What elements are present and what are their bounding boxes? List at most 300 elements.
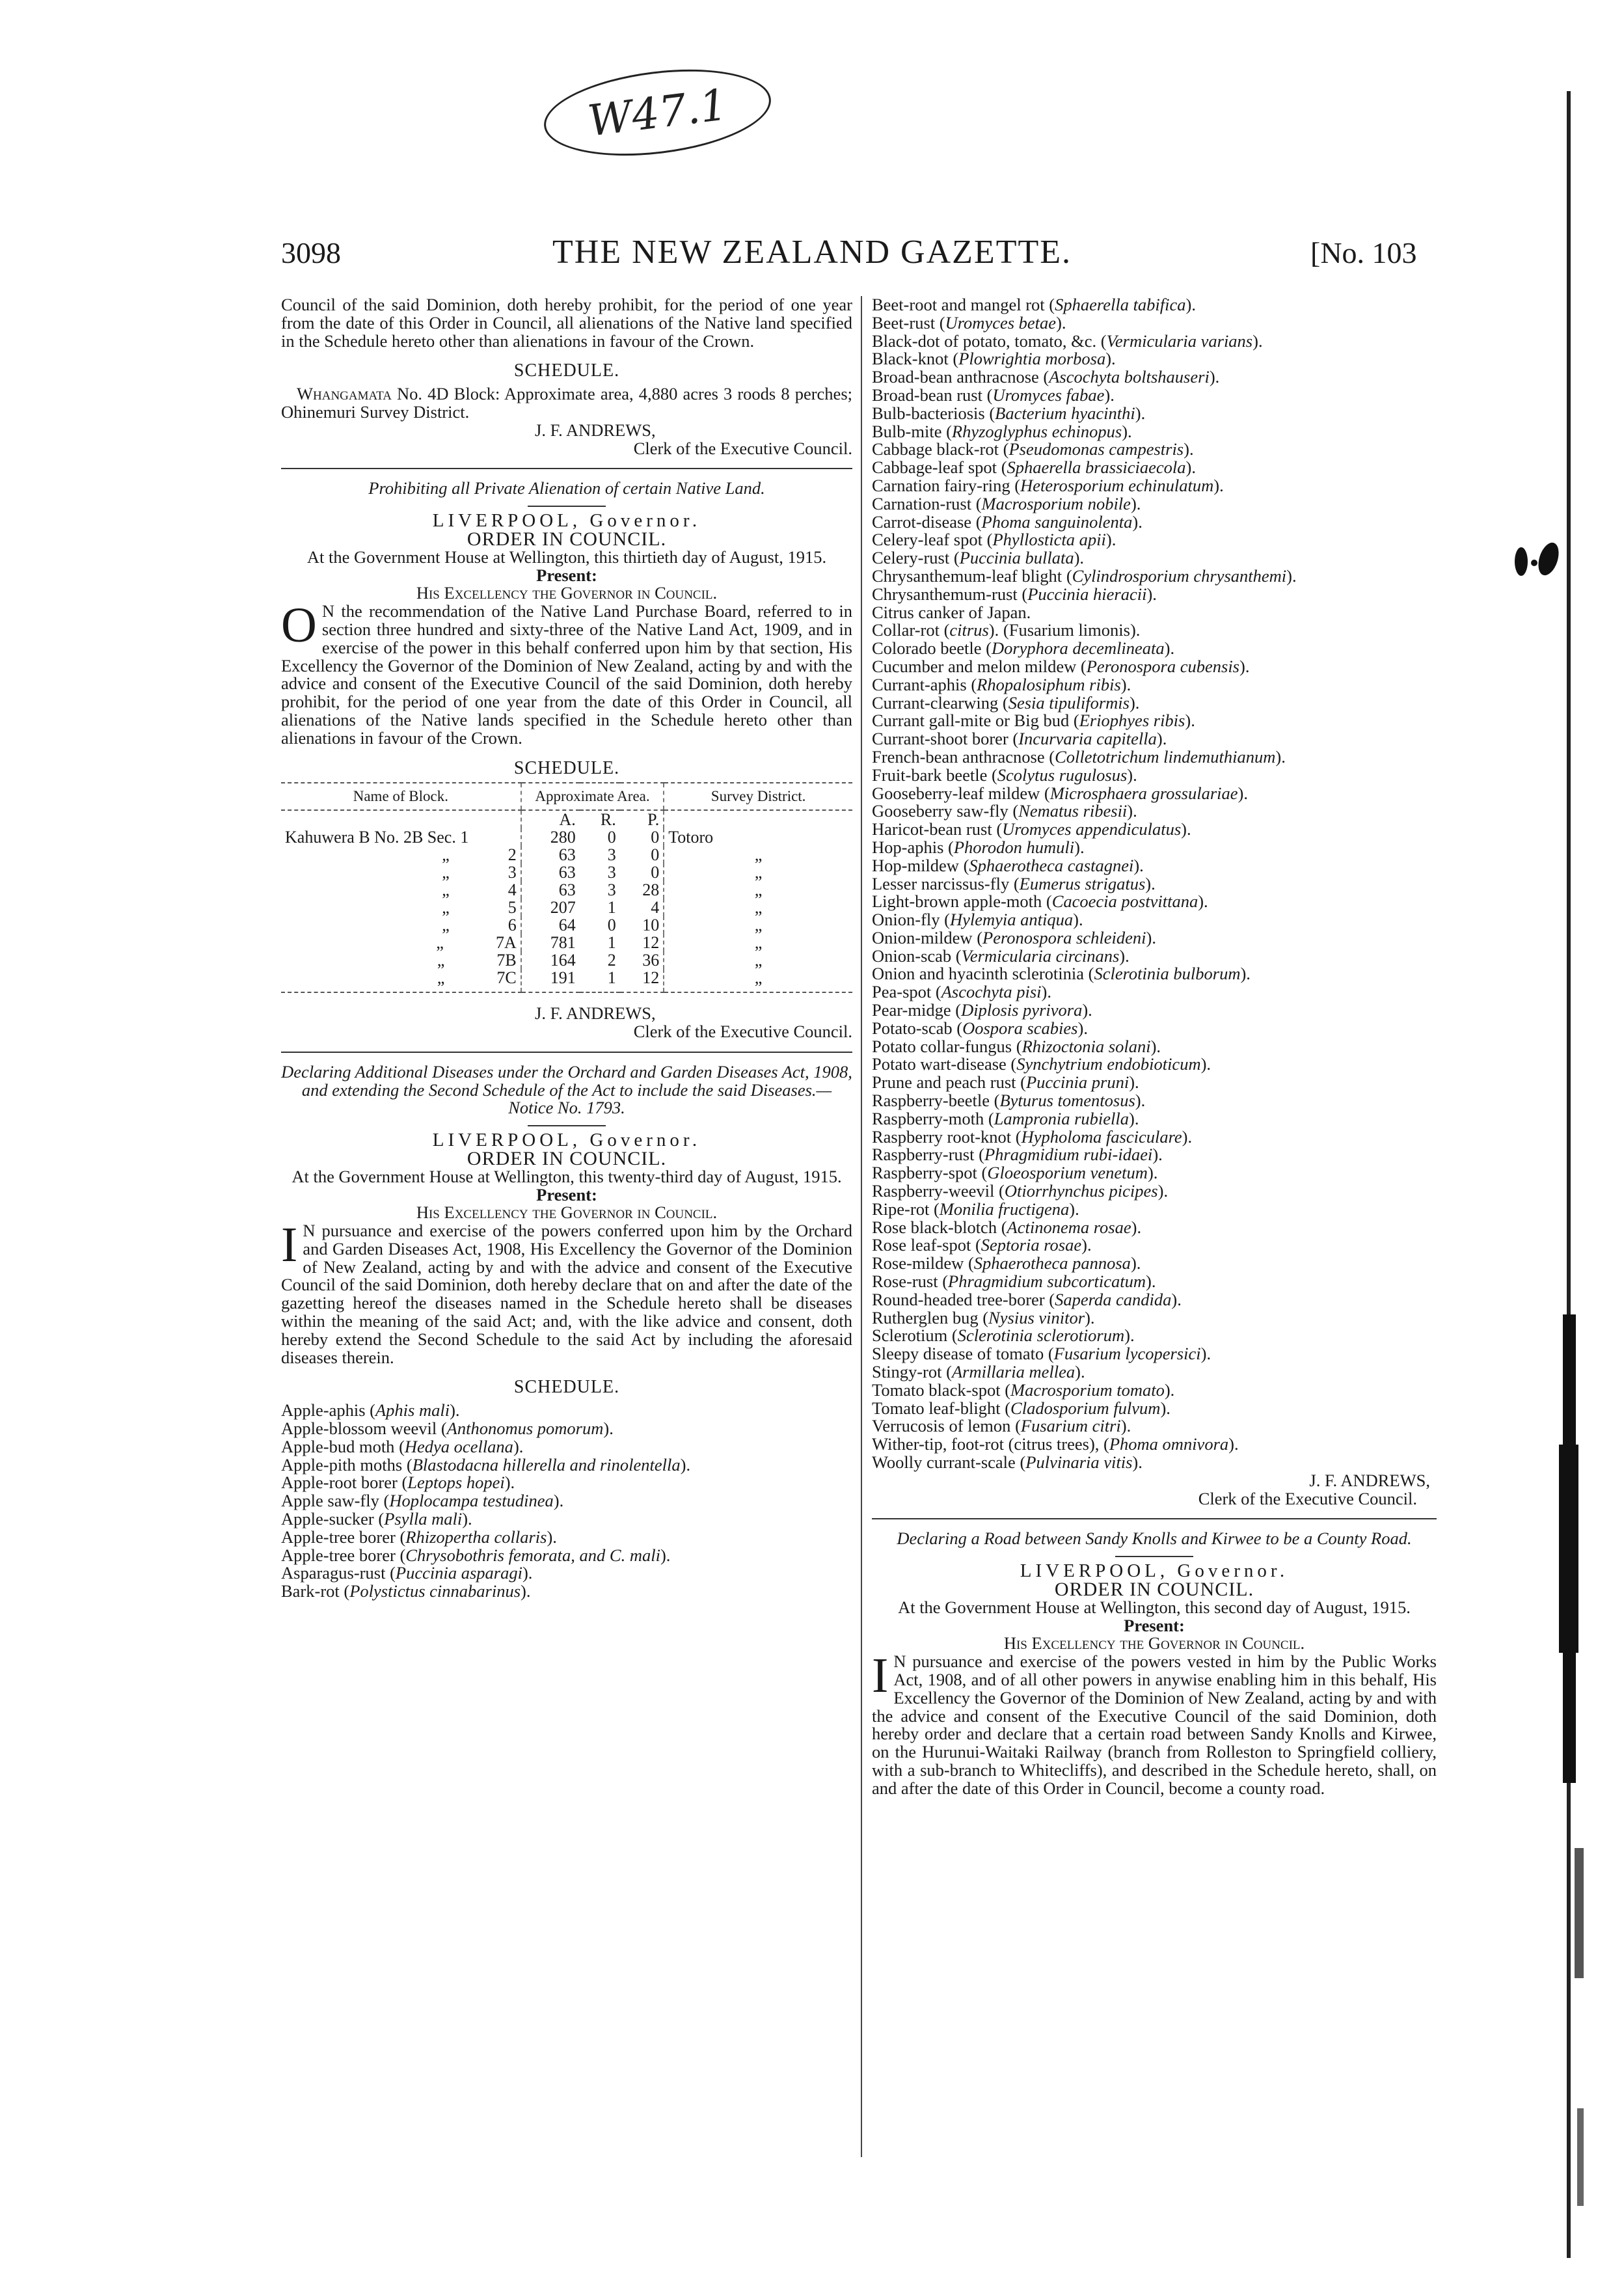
- disease-item: Apple-bud moth (Hedya ocellana).: [281, 1436, 524, 1456]
- order-in-council: ORDER IN COUNCIL.: [467, 1147, 667, 1169]
- disease-name: Black-knot: [872, 349, 949, 369]
- disease-item: Asparagus-rust (Puccinia asparagi).: [281, 1563, 533, 1583]
- disease-item: Pea-spot (Ascochyta pisi).: [872, 982, 1051, 1002]
- disease-item: Apple-aphis (Aphis mali).: [281, 1400, 460, 1421]
- disease-name: Potato collar-fungus: [872, 1036, 1012, 1056]
- council-line: His Excellency the Governor in Council.: [1003, 1633, 1305, 1653]
- disease-name: Currant-aphis: [872, 674, 967, 694]
- disease-item: Apple-blossom weevil (Anthonomus pomorum).: [281, 1419, 614, 1439]
- disease-name: Cabbage black-rot: [872, 439, 999, 459]
- disease-name: Rose-rust: [872, 1271, 938, 1292]
- disease-name: Celery-leaf spot: [872, 530, 982, 550]
- disease-name: Onion-mildew: [872, 927, 973, 947]
- ditto-mark: „: [442, 863, 450, 882]
- disease-scientific-name: Gloeosporium venetum: [987, 1163, 1148, 1183]
- disease-scientific-name: Aphis mali: [375, 1400, 450, 1421]
- disease-item: Raspberry-moth (Lampronia rubiella).: [872, 1108, 1139, 1128]
- disease-item: Onion and hyacinth sclerotinia (Sclerotinia bulborum).: [872, 964, 1251, 984]
- disease-item: Cabbage-leaf spot (Sphaerella brassiciaecola).: [872, 457, 1196, 478]
- disease-scientific-name: Saperda candida: [1055, 1289, 1172, 1309]
- disease-item: Black-dot of potato, tomato, &c. (Vermicularia varians).: [872, 331, 1263, 351]
- disease-scientific-name: Synchytrium endobioticum: [1016, 1054, 1201, 1074]
- disease-item: Apple-tree borer (Rhizopertha collaris).: [281, 1527, 557, 1547]
- disease-item: Tomato black-spot (Macrosporium tomato).: [872, 1380, 1175, 1400]
- disease-scientific-name: Uromyces fabae: [992, 385, 1105, 405]
- short-rule: [1115, 1556, 1193, 1557]
- ditto-mark: „: [442, 916, 450, 935]
- disease-item: Fruit-bark beetle (Scolytus rugulosus).: [872, 765, 1137, 785]
- disease-name: Hop-aphis: [872, 837, 944, 857]
- disease-item: Carrot-disease (Phoma sanguinolenta).: [872, 511, 1143, 532]
- disease-scientific-name: Puccinia asparagi: [395, 1563, 522, 1583]
- disease-scientific-name: Peronospora cubensis: [1086, 656, 1239, 676]
- disease-scientific-name: Septoria rosae: [981, 1235, 1082, 1255]
- disease-name: Apple-root borer: [281, 1473, 398, 1493]
- disease-item: Bulb-mite (Rhyzoglyphus echinopus).: [872, 421, 1132, 441]
- disease-name: Apple-pith moths: [281, 1454, 403, 1475]
- disease-item: Chrysanthemum-rust (Puccinia hieracii).: [872, 584, 1157, 604]
- units-row: [281, 810, 852, 828]
- disease-scientific-name: Phorodon humuli: [953, 837, 1075, 857]
- disease-scientific-name: Microsphaera grossulariae: [1049, 783, 1238, 803]
- disease-item: Prune and peach rust (Puccinia pruni).: [872, 1072, 1139, 1093]
- schedule-heading-3: SCHEDULE.: [513, 1377, 620, 1398]
- disease-name: Apple-tree borer: [281, 1527, 396, 1547]
- disease-name: Tomato black-spot: [872, 1380, 1001, 1400]
- disease-name: Lesser narcissus-fly: [872, 873, 1010, 893]
- disease-scientific-name: Cacoecia postvittana: [1051, 891, 1198, 912]
- short-rule: [528, 506, 606, 507]
- disease-scientific-name: Monilia fructigena: [939, 1199, 1070, 1219]
- notice-caption-road: Declaring a Road between Sandy Knolls and Kirwee to be a County Road.: [897, 1529, 1412, 1549]
- disease-scientific-name: Lampronia rubiella: [994, 1108, 1130, 1128]
- disease-item: Currant-shoot borer (Incurvaria capitella).: [872, 729, 1167, 749]
- disease-item: Rutherglen bug (Nysius vinitor).: [872, 1307, 1095, 1327]
- table-row: Kahuwera B No. 2B Sec. 1 280 0 0 Totoro: [281, 828, 852, 846]
- drop-cap: I: [281, 1217, 298, 1273]
- disease-scientific-name: Fusarium lycopersici: [1053, 1344, 1201, 1364]
- disease-name: Currant-clearwing: [872, 692, 999, 713]
- disease-scientific-name: Sclerotinia sclerotiorum: [957, 1326, 1125, 1346]
- disease-name: Chrysanthemum-leaf blight: [872, 565, 1062, 586]
- disease-item: Gooseberry saw-fly (Nematus ribesii).: [872, 801, 1137, 821]
- disease-item: Beet-rust (Uromyces betae).: [872, 312, 1066, 333]
- disease-item: Potato-scab (Oospora scabies).: [872, 1018, 1088, 1038]
- disease-item: Raspberry-weevil (Otiorrhynchus picipes).: [872, 1181, 1169, 1201]
- archive-stamp: [539, 58, 776, 167]
- disease-item: Onion-fly (Hylemyia antiqua).: [872, 910, 1083, 930]
- disease-scientific-name: Hoplocampa testudinea: [389, 1491, 554, 1511]
- disease-item: Hop-aphis (Phorodon humuli).: [872, 837, 1085, 857]
- disease-scientific-name: Phragmidium subcorticatum: [948, 1271, 1146, 1292]
- present-label: Present:: [536, 1184, 597, 1204]
- table-row: „ 7C 191 1 12 „: [281, 969, 852, 992]
- disease-name: Fruit-bark beetle: [872, 765, 988, 785]
- disease-scientific-name: Psylla mali: [384, 1509, 463, 1529]
- disease-scientific-name: Heterosporium echinulatum: [1020, 475, 1214, 495]
- disease-item: Carnation fairy-ring (Heterosporium echinulatum).: [872, 475, 1224, 495]
- disease-scientific-name: Incurvaria capitella: [1018, 729, 1157, 749]
- drop-cap: O: [281, 598, 317, 653]
- section-rule: [872, 1518, 1437, 1519]
- disease-name: Onion-fly: [872, 910, 940, 930]
- disease-item: Pear-midge (Diplosis pyrivora).: [872, 1000, 1092, 1020]
- unit-perches: P.: [647, 810, 660, 830]
- disease-name: Rose-mildew: [872, 1253, 964, 1273]
- disease-scientific-name: Rhizoctonia solani: [1022, 1036, 1151, 1056]
- short-rule: [528, 1125, 606, 1126]
- disease-name: Beet-rust: [872, 312, 936, 333]
- ditto-mark: „: [442, 845, 450, 865]
- government-house-line: At the Government House at Wellington, this second day of August, 1915.: [898, 1597, 1411, 1617]
- disease-scientific-name: Fusarium citri: [1020, 1416, 1121, 1436]
- disease-item: Hop-mildew (Sphaerotheca castagnei).: [872, 855, 1144, 875]
- disease-item: Potato wart-disease (Synchytrium endobioticum).: [872, 1054, 1211, 1074]
- disease-scientific-name: Macrosporium nobile: [981, 493, 1131, 513]
- disease-scientific-name: Chrysobothris femorata, and C. mali: [405, 1545, 660, 1565]
- disease-scientific-name: Puccinia hieracii: [1027, 584, 1147, 604]
- council-line: His Excellency the Governor in Council.: [416, 1203, 718, 1223]
- table-row: „ 4 63 3 28 „: [281, 881, 852, 899]
- disease-item: Lesser narcissus-fly (Eumerus strigatus).: [872, 873, 1156, 893]
- order-in-council: ORDER IN COUNCIL.: [1054, 1578, 1254, 1600]
- notice-body-alienation: [281, 598, 852, 748]
- disease-scientific-name: Ascochyta boltshauseri: [1049, 367, 1210, 387]
- disease-item: Rose leaf-spot (Septoria rosae).: [872, 1235, 1092, 1255]
- table-row: „ 7B 164 2 36 „: [281, 951, 852, 969]
- disease-name: Pear-midge: [872, 1000, 951, 1020]
- disease-item: Tomato leaf-blight (Cladosporium fulvum).: [872, 1398, 1171, 1418]
- unit-acres: A.: [521, 810, 580, 828]
- disease-scientific-name: Scolytus rugulosus: [997, 765, 1128, 785]
- disease-item: Apple-tree borer (Chrysobothris femorata, and C. mali).: [281, 1545, 671, 1565]
- table-row: „ 5 207 1 4 „: [281, 899, 852, 916]
- body-text: N pursuance and exercise of the powers vested in him by the Public Works Act, 1908, and of all other powers in anywise enabling him in this behalf, His Excellency the Governor of the Dominion of New Zealand, acting by and with the advice and consent of the Executive Council of the said Dominion, doth hereby order and declare that a certain road between Sandy Knolls and Kirwee, on the Hurunui-Waitaki Railway (branch from Rolleston to Springfield colliery, with a sub-branch to Whitecliffs), and described in the Schedule hereto, shall, on and after the date of this Order in Council, become a county road.: [872, 1652, 1437, 1798]
- disease-name: Bark-rot: [281, 1581, 340, 1601]
- section-rule: [281, 468, 852, 469]
- governor-line: LIVERPOOL, Governor.: [1020, 1560, 1289, 1582]
- col-header-district: Survey District.: [664, 783, 852, 810]
- disease-scientific-name: citrus: [949, 620, 989, 640]
- disease-name: Citrus canker of Japan.: [872, 602, 1031, 622]
- left-column: [281, 296, 852, 1601]
- disease-scientific-name: Phragmidium rubi-idaei: [984, 1145, 1153, 1165]
- drop-cap: I: [872, 1648, 889, 1704]
- disease-item: Chrysanthemum-leaf blight (Cylindrosporium chrysanthemi).: [872, 565, 1297, 586]
- disease-scientific-name: Diplosis pyrivora: [961, 1000, 1083, 1020]
- schedule-heading-2: SCHEDULE.: [513, 757, 620, 778]
- disease-name: Potato wart-disease: [872, 1054, 1007, 1074]
- disease-item: Black-knot (Plowrightia morbosa).: [872, 349, 1116, 369]
- disease-name: Rutherglen bug: [872, 1307, 979, 1327]
- disease-scientific-name: Cladosporium fulvum: [1010, 1398, 1161, 1418]
- disease-scientific-name: Blastodacna hillerella and rinolentella: [412, 1454, 681, 1475]
- disease-item: Carnation-rust (Macrosporium nobile).: [872, 493, 1141, 513]
- ditto-mark: „: [436, 933, 444, 953]
- disease-name: Black-dot of potato, tomato, &c.: [872, 331, 1097, 351]
- disease-name: Broad-bean anthracnose: [872, 367, 1039, 387]
- disease-scientific-name: Oospora scabies: [962, 1018, 1078, 1038]
- disease-item: Verrucosis of lemon (Fusarium citri).: [872, 1416, 1131, 1436]
- disease-name: Collar-rot: [872, 620, 940, 640]
- section-rule: [281, 1052, 852, 1053]
- notice-body-diseases: [281, 1217, 852, 1367]
- disease-item: Colorado beetle (Doryphora decemlineata).: [872, 638, 1175, 659]
- ditto-mark: „: [442, 880, 450, 900]
- disease-scientific-name: Plowrightia morbosa: [958, 349, 1106, 369]
- schedule-heading-1: SCHEDULE.: [513, 360, 620, 381]
- disease-scientific-name: Hylemyia antiqua: [949, 910, 1074, 930]
- kahuwera-schedule-table: [281, 782, 852, 993]
- disease-item: Currant gall-mite or Big bud (Eriophyes ribis).: [872, 711, 1195, 731]
- disease-item: Onion-mildew (Peronospora schleideni).: [872, 927, 1156, 947]
- disease-scientific-name: Sphaerella brassiciaecola: [1007, 457, 1186, 478]
- disease-scientific-name: Sesia tipuliformis: [1008, 692, 1130, 713]
- disease-item: Gooseberry-leaf mildew (Microsphaera grossulariae).: [872, 783, 1248, 803]
- disease-item: Collar-rot (citrus). (Fusarium limonis).: [872, 620, 1141, 640]
- table-row: „ 6 64 0 10 „: [281, 916, 852, 934]
- unit-roods: R.: [600, 810, 616, 830]
- disease-name: Rose leaf-spot: [872, 1235, 971, 1255]
- column-divider: [861, 296, 862, 2157]
- disease-name: Raspberry-rust: [872, 1145, 975, 1165]
- disease-scientific-name: Puccinia bullata: [959, 548, 1074, 568]
- disease-item: Potato collar-fungus (Rhizoctonia solani).: [872, 1036, 1161, 1056]
- disease-item: Woolly currant-scale (Pulvinaria vitis).: [872, 1452, 1143, 1472]
- disease-scientific-name: Doryphora decemlineata: [991, 638, 1165, 659]
- disease-scientific-name: Otiorrhynchus picipes: [1004, 1181, 1158, 1201]
- right-column: [872, 296, 1437, 1798]
- disease-name: Sclerotium: [872, 1326, 948, 1346]
- notice-body-road: [872, 1648, 1437, 1798]
- disease-item: Apple saw-fly (Hoplocampa testudinea).: [281, 1491, 564, 1511]
- disease-scientific-name: Puccinia pruni: [1025, 1072, 1130, 1093]
- page-number: 3098: [281, 236, 341, 269]
- disease-extra: . (Fusarium limonis).: [994, 620, 1141, 640]
- disease-item: Raspberry root-knot (Hypholoma fasciculare).: [872, 1126, 1193, 1147]
- disease-scientific-name: Phyllosticta apii: [992, 530, 1106, 550]
- intro-paragraph: Council of the said Dominion, doth hereby prohibit, for the period of one year from the date of this Order in Council, all alienations of the Native land specified in the Schedule hereto other than alienations in favour of the Crown.: [281, 295, 852, 351]
- disease-name: Pea-spot: [872, 982, 932, 1002]
- disease-name: Apple-blossom weevil: [281, 1419, 437, 1439]
- disease-item: Raspberry-spot (Gloeosporium venetum).: [872, 1163, 1158, 1183]
- notice-caption-diseases: Declaring Additional Diseases under the Orchard and Garden Diseases Act, 1908, and extending the Second Schedule of the Act to include the said Diseases.—Notice No. 1793.: [281, 1061, 852, 1118]
- disease-scientific-name: Peronospora schleideni: [982, 927, 1146, 947]
- disease-scientific-name: Bacterium hyacinthi: [995, 403, 1135, 423]
- body-text: N pursuance and exercise of the powers conferred upon him by the Orchard and Garden Diseases Act, 1908, His Excellency the Governor of the Dominion of New Zealand, acting by and with the advice and consent of the Executive Council of the said Dominion, doth hereby declare that on and after the date of the gazetting hereof the diseases named in the Schedule hereto shall be diseases within the meaning of the said Act; and, with the like advice and consent, doth hereby extend the Second Schedule to the said Act by including the aforesaid diseases therein.: [281, 1221, 852, 1367]
- disease-name: Hop-mildew: [872, 855, 959, 875]
- disease-item: Raspberry-beetle (Byturus tomentosus).: [872, 1091, 1146, 1111]
- disease-name: Currant gall-mite or Big bud: [872, 711, 1070, 731]
- disease-name: Raspberry root-knot: [872, 1126, 1012, 1147]
- col-header-area: Approximate Area.: [521, 783, 664, 810]
- council-line: His Excellency the Governor in Council.: [416, 583, 718, 603]
- disease-name: Tomato leaf-blight: [872, 1398, 1001, 1418]
- disease-item: Celery-rust (Puccinia bullata).: [872, 548, 1085, 568]
- disease-item: Rose black-blotch (Actinonema rosae).: [872, 1217, 1142, 1237]
- issue-number: [No. 103: [1310, 236, 1417, 269]
- disease-item: Cabbage black-rot (Pseudomonas campestris).: [872, 439, 1194, 459]
- disease-name: Apple-tree borer: [281, 1545, 396, 1565]
- disease-scientific-name: Eumerus strigatus: [1019, 873, 1146, 893]
- table-row: „ 7A 781 1 12 „: [281, 934, 852, 951]
- disease-name: Gooseberry saw-fly: [872, 801, 1008, 821]
- disease-name: Currant-shoot borer: [872, 729, 1008, 749]
- signer-name: J. F. ANDREWS,: [535, 1003, 656, 1024]
- disease-name: Celery-rust: [872, 548, 950, 568]
- disease-scientific-name: Phoma omnivora: [1109, 1434, 1229, 1454]
- disease-name: Apple-bud moth: [281, 1436, 395, 1456]
- disease-scientific-name: Cylindrosporium chrysanthemi: [1072, 565, 1287, 586]
- disease-item: Haricot-bean rust (Uromyces appendiculatus).: [872, 819, 1191, 839]
- notice-caption-alienation: Prohibiting all Private Alienation of certain Native Land.: [368, 478, 765, 498]
- disease-name: Onion-scab: [872, 945, 952, 966]
- disease-name: Rose black-blotch: [872, 1217, 997, 1237]
- disease-item: Bulb-bacteriosis (Bacterium hyacinthi).: [872, 403, 1146, 423]
- table-header-row: [281, 783, 852, 810]
- disease-item: Onion-scab (Vermicularia circinans).: [872, 945, 1130, 966]
- disease-name: Carnation-rust: [872, 493, 972, 513]
- disease-item: Raspberry-rust (Phragmidium rubi-idaei).: [872, 1145, 1163, 1165]
- disease-name: Colorado beetle: [872, 638, 982, 659]
- disease-name: Onion and hyacinth sclerotinia: [872, 964, 1085, 984]
- disease-item: Sleepy disease of tomato (Fusarium lycopersici).: [872, 1344, 1211, 1364]
- disease-scientific-name: Rhyzoglyphus echinopus: [951, 421, 1122, 441]
- whangamata-schedule: [281, 385, 852, 422]
- disease-name: Chrysanthemum-rust: [872, 584, 1018, 604]
- disease-scientific-name: Byturus tomentosus: [999, 1091, 1135, 1111]
- disease-scientific-name: Pulvinaria vitis: [1025, 1452, 1133, 1472]
- disease-item: Broad-bean anthracnose (Ascochyta boltshauseri).: [872, 367, 1220, 387]
- disease-scientific-name: Nysius vinitor: [988, 1307, 1085, 1327]
- disease-name: Raspberry-beetle: [872, 1091, 990, 1111]
- disease-item: Celery-leaf spot (Phyllosticta apii).: [872, 530, 1116, 550]
- ditto-mark: „: [442, 898, 450, 918]
- signer-title: Clerk of the Executive Council.: [1198, 1488, 1417, 1508]
- disease-scientific-name: Polystictus cinnabarinus: [349, 1581, 521, 1601]
- publication-title: THE NEW ZEALAND GAZETTE.: [552, 234, 1072, 271]
- disease-name: Stingy-rot: [872, 1362, 942, 1382]
- disease-item: Currant-clearwing (Sesia tipuliformis).: [872, 692, 1140, 713]
- disease-item: [872, 604, 1437, 622]
- disease-item: Apple-pith moths (Blastodacna hillerella and rinolentella).: [281, 1454, 691, 1475]
- disease-name: Apple-sucker: [281, 1509, 374, 1529]
- disease-name: Sleepy disease of tomato: [872, 1344, 1044, 1364]
- disease-name: Haricot-bean rust: [872, 819, 992, 839]
- block-details: No. 4D Block: Approximate area, 4,880 acres 3 roods 8 perches; Ohinemuri Survey District.: [281, 384, 852, 422]
- disease-name: Apple saw-fly: [281, 1491, 379, 1511]
- disease-item: Wither-tip, foot-rot (citrus trees), (Phoma omnivora).: [872, 1434, 1239, 1454]
- disease-scientific-name: Actinonema rosae: [1007, 1217, 1131, 1237]
- disease-item: Apple-sucker (Psylla mali).: [281, 1509, 472, 1529]
- disease-name: Raspberry-weevil: [872, 1181, 995, 1201]
- stamp-text: W47.1: [585, 79, 730, 146]
- table-row: „ 2 63 3 0 „: [281, 846, 852, 863]
- disease-item: Beet-root and mangel rot (Sphaerella tabifica).: [872, 295, 1196, 314]
- disease-name: Cucumber and melon mildew: [872, 656, 1077, 676]
- disease-scientific-name: Leptops hopei: [407, 1473, 505, 1493]
- signer-title: Clerk of the Executive Council.: [633, 438, 852, 458]
- disease-name: Potato-scab: [872, 1018, 953, 1038]
- disease-name: Verrucosis of lemon: [872, 1416, 1011, 1436]
- disease-name: Bulb-bacteriosis: [872, 403, 985, 423]
- disease-name: Broad-bean rust: [872, 385, 982, 405]
- disease-scientific-name: Vermicularia circinans: [961, 945, 1120, 966]
- disease-name: Gooseberry-leaf mildew: [872, 783, 1040, 803]
- signer-title: Clerk of the Executive Council.: [633, 1021, 852, 1041]
- disease-list-left: [281, 1402, 852, 1601]
- disease-scientific-name: Nematus ribesii: [1018, 801, 1128, 821]
- disease-item: Currant-aphis (Rhopalosiphum ribis).: [872, 674, 1131, 694]
- ditto-mark: „: [437, 968, 445, 988]
- disease-name: Cabbage-leaf spot: [872, 457, 997, 478]
- signer-name: J. F. ANDREWS,: [535, 420, 656, 440]
- disease-scientific-name: Sclerotinia bulborum: [1094, 964, 1241, 984]
- disease-name: Beet-root and mangel rot: [872, 295, 1045, 314]
- disease-name: Woolly currant-scale: [872, 1452, 1016, 1472]
- disease-scientific-name: Armillaria mellea: [951, 1362, 1076, 1382]
- disease-item: Rose-mildew (Sphaerotheca pannosa).: [872, 1253, 1141, 1273]
- disease-item: Light-brown apple-moth (Cacoecia postvittana).: [872, 891, 1208, 912]
- disease-name: Raspberry-moth: [872, 1108, 984, 1128]
- disease-item: Rose-rust (Phragmidium subcorticatum).: [872, 1271, 1156, 1292]
- disease-scientific-name: Rhopalosiphum ribis: [977, 674, 1121, 694]
- disease-item: Stingy-rot (Armillaria mellea).: [872, 1362, 1085, 1382]
- body-text: N the recommendation of the Native Land Purchase Board, referred to in section three hundred and sixty-three of the Native Land Act, 1909, and in exercise of the power in this behalf conferred upon him by that section, His Excellency the Governor of the Dominion of New Zealand, acting by and with the advice and consent of the Executive Council of the said Dominion, doth hereby prohibit, for the period of one year from the date of this Order in Council, all alienations of the Native lands specified in the Schedule hereto other than alienations in favour of the Crown.: [281, 601, 852, 748]
- disease-scientific-name: Ascochyta pisi: [941, 982, 1042, 1002]
- government-house-line: At the Government House at Wellington, this thirtieth day of August, 1915.: [306, 547, 827, 567]
- disease-item: Bark-rot (Polystictus cinnabarinus).: [281, 1581, 531, 1601]
- disease-list-right: [872, 296, 1437, 1472]
- disease-name: Round-headed tree-borer: [872, 1289, 1045, 1309]
- order-in-council: ORDER IN COUNCIL.: [467, 528, 667, 550]
- disease-scientific-name: Uromyces betae: [945, 312, 1057, 333]
- disease-item: Round-headed tree-borer (Saperda candida).: [872, 1289, 1182, 1309]
- disease-name: Apple-aphis: [281, 1400, 366, 1421]
- disease-name: Wither-tip, foot-rot (citrus trees),: [872, 1434, 1100, 1454]
- block-name: Whangamata: [297, 384, 392, 404]
- disease-item: Sclerotium (Sclerotinia sclerotiorum).: [872, 1326, 1135, 1346]
- disease-scientific-name: Rhizopertha collaris: [405, 1527, 547, 1547]
- ditto-mark: „: [437, 951, 445, 970]
- disease-name: Ripe-rot: [872, 1199, 930, 1219]
- disease-item: Cucumber and melon mildew (Peronospora cubensis).: [872, 656, 1250, 676]
- disease-name: Bulb-mite: [872, 421, 942, 441]
- disease-scientific-name: Vermicularia varians: [1106, 331, 1253, 351]
- disease-item: Ripe-rot (Monilia fructigena).: [872, 1199, 1079, 1219]
- disease-scientific-name: Phoma sanguinolenta: [981, 511, 1133, 532]
- disease-scientific-name: Hypholoma fasciculare: [1021, 1126, 1182, 1147]
- disease-scientific-name: Sphaerella tabifica: [1055, 295, 1186, 314]
- disease-name: Prune and peach rust: [872, 1072, 1016, 1093]
- disease-scientific-name: Sphaerotheca pannosa: [973, 1253, 1131, 1273]
- disease-scientific-name: Uromyces appendiculatus: [1002, 819, 1182, 839]
- disease-name: Asparagus-rust: [281, 1563, 386, 1583]
- binding-edge-icon: [1554, 91, 1593, 2258]
- disease-name: Carnation fairy-ring: [872, 475, 1010, 495]
- disease-name: French-bean anthracnose: [872, 746, 1045, 767]
- governor-line: LIVERPOOL, Governor.: [432, 510, 701, 532]
- disease-item: Apple-root borer (Leptops hopei).: [281, 1473, 515, 1493]
- disease-name: Carrot-disease: [872, 511, 972, 532]
- disease-scientific-name: Anthonomus pomorum: [446, 1419, 604, 1439]
- disease-item: Broad-bean rust (Uromyces fabae).: [872, 385, 1115, 405]
- disease-scientific-name: Macrosporium tomato: [1010, 1380, 1165, 1400]
- table-row: „ 3 63 3 0 „: [281, 863, 852, 881]
- disease-scientific-name: Eriophyes ribis: [1079, 711, 1185, 731]
- disease-scientific-name: Sphaerotheca castagnei: [969, 855, 1134, 875]
- disease-name: Light-brown apple-moth: [872, 891, 1042, 912]
